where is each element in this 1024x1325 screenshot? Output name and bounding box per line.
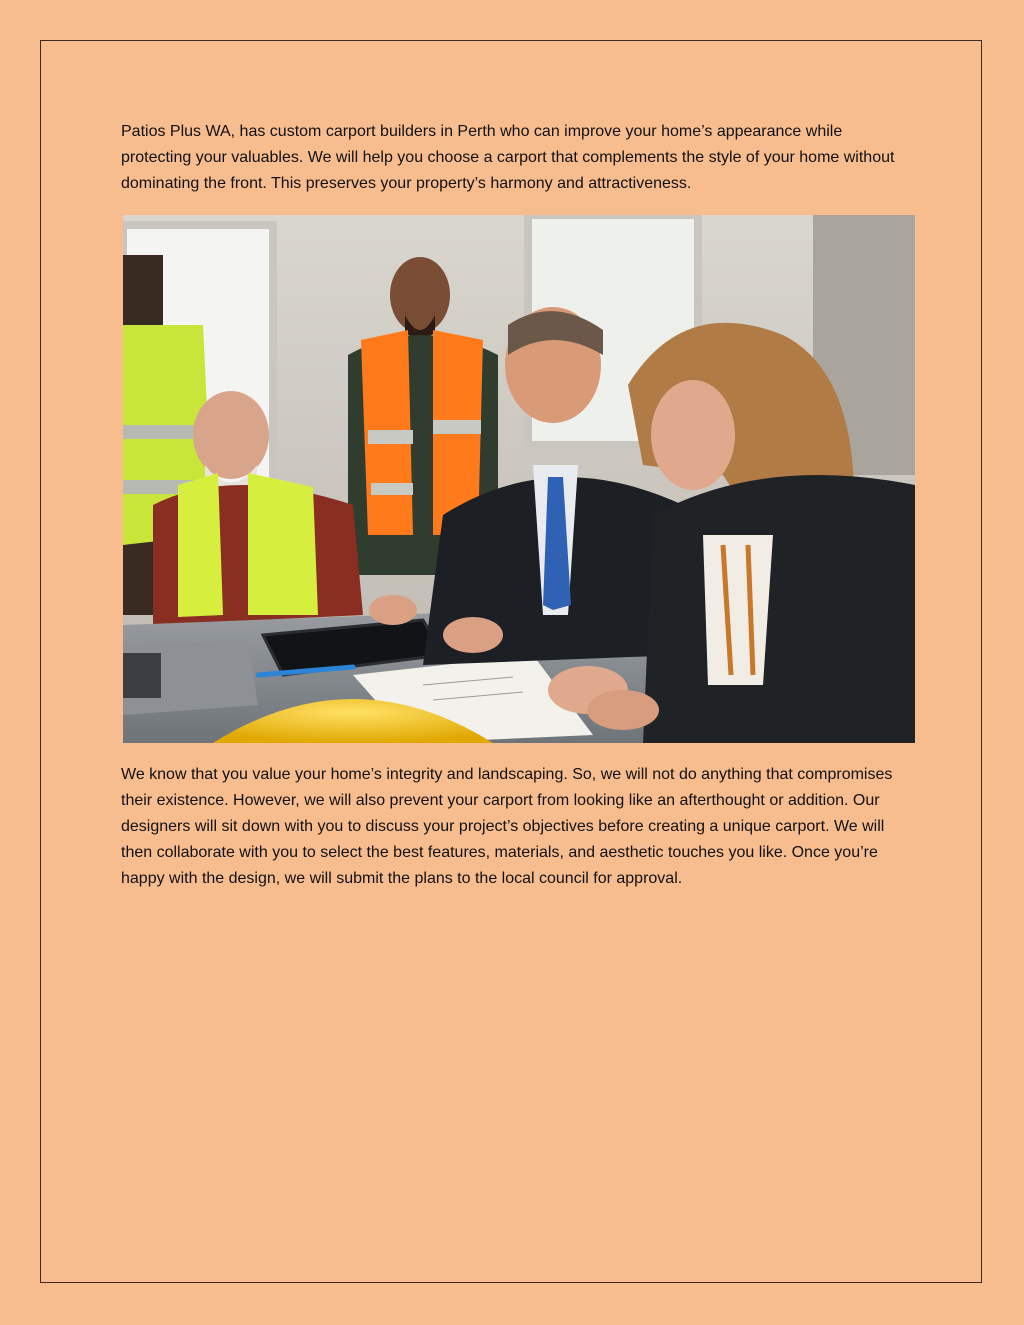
team-meeting-photo (123, 215, 915, 743)
intro-paragraph: Patios Plus WA, has custom carport builders in Perth who can improve your home’s appearance while protecting your valuables. We will help you choose a carport that complements the style of your home without dominating the front. This preserves your property’s harmony and attractiveness. (121, 123, 895, 192)
details-paragraph: We know that you value your home’s integrity and landscaping. So, we will not do anything that compromises their existence. However, we will also prevent your carport from looking like an afterthought or addition. Our designers will sit down with you to discuss your project’s objectives before creating a unique carport. We will then collaborate with you to select the best features, materials, and aesthetic touches you like. Once you’re happy with the design, we will submit the plans to the local council for approval. (121, 766, 893, 887)
